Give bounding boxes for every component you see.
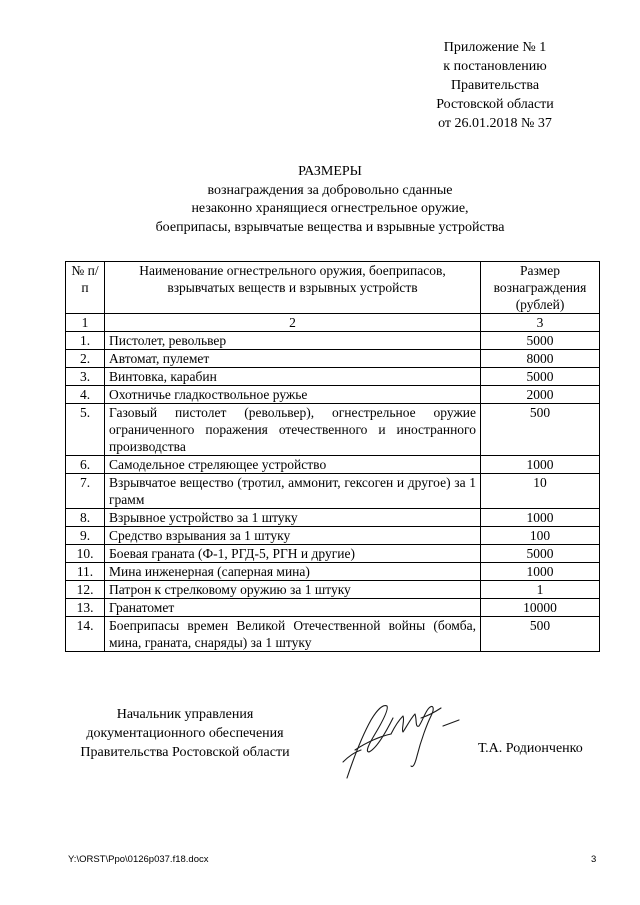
heading-line: боеприпасы, взрывчатые вещества и взрывные устройства [155,219,505,235]
table-row [66,386,600,404]
signer-line: документационного обеспечения [86,726,284,741]
row-number: 8. [66,509,105,527]
reward-amount: 8000 [481,350,600,368]
item-name: Газовый пистолет (револьвер), огнестрельное оружие ограниченного поражения отечественного и иностранного производства [105,404,481,456]
reward-amount: 5000 [481,545,600,563]
reward-amount: 1000 [481,456,600,474]
row-number: 9. [66,527,105,545]
row-number: 14. [66,617,105,652]
table-row [66,617,600,652]
column-number-row [66,314,600,332]
reward-amount: 5000 [481,368,600,386]
header-name: Наименование огнестрельного оружия, боеприпасов, взрывчатых веществ и взрывных устройств [105,262,481,314]
row-number: 10. [66,545,105,563]
file-path: Y:\ORST\Ppo\0126p037.f18.docx [68,854,209,865]
item-name: Мина инженерная (саперная мина) [105,563,481,581]
table-row [66,474,600,509]
handwritten-signature [325,690,465,785]
heading-line: незаконно хранящиеся огнестрельное оружие, [191,201,469,216]
reward-amount: 1000 [481,509,600,527]
reward-amount: 1 [481,581,600,599]
header-number: № п/п [66,262,105,314]
table-row [66,527,600,545]
document-heading [60,163,600,237]
column-number: 1 [66,314,105,332]
appendix-line: к постановлению [443,59,547,74]
row-number: 12. [66,581,105,599]
table-row [66,404,600,456]
item-name: Боевая граната (Ф-1, РГД-5, РГН и другие) [105,545,481,563]
row-number: 11. [66,563,105,581]
table-row [66,563,600,581]
reward-amount: 2000 [481,386,600,404]
appendix-line: от 26.01.2018 № 37 [438,116,552,131]
table-header-row [66,262,600,314]
page-number: 3 [591,854,597,865]
signer-name: Т.А. Родионченко [478,741,583,756]
heading-line: вознаграждения за добровольно сданные [207,182,453,198]
row-number: 5. [66,404,105,456]
appendix-line: Приложение № 1 [443,40,547,55]
row-number: 7. [66,474,105,509]
row-number: 3. [66,368,105,386]
column-number: 3 [481,314,600,332]
item-name: Средство взрывания за 1 штуку [105,527,481,545]
row-number: 13. [66,599,105,617]
reward-amount: 1000 [481,563,600,581]
row-number: 6. [66,456,105,474]
reward-table [65,261,600,652]
signer-line: Начальник управления [116,707,254,722]
document-title: РАЗМЕРЫ [298,164,362,179]
reward-amount: 100 [481,527,600,545]
item-name: Гранатомет [105,599,481,617]
table-body [66,332,600,652]
item-name: Пистолет, револьвер [105,332,481,350]
reward-amount: 10 [481,474,600,509]
signer-position [60,705,310,762]
item-name: Автомат, пулемет [105,350,481,368]
row-number: 1. [66,332,105,350]
table-row [66,332,600,350]
row-number: 2. [66,350,105,368]
reward-amount: 5000 [481,332,600,350]
item-name: Патрон к стрелковому оружию за 1 штуку [105,581,481,599]
item-name: Взрывное устройство за 1 штуку [105,509,481,527]
table-row [66,581,600,599]
row-number: 4. [66,386,105,404]
signer-line: Правительства Ростовской области [80,745,290,760]
table-row [66,599,600,617]
table-row [66,545,600,563]
table-row [66,456,600,474]
column-number: 2 [105,314,481,332]
appendix-line: Правительства [450,78,540,93]
appendix-block [420,38,570,133]
table-row [66,509,600,527]
reward-amount: 500 [481,617,600,652]
appendix-line: Ростовской области [436,97,554,112]
item-name: Боеприпасы времен Великой Отечественной войны (бомба, мина, граната, снаряды) за 1 штуку [105,617,481,652]
reward-amount: 500 [481,404,600,456]
reward-amount: 10000 [481,599,600,617]
item-name: Самодельное стреляющее устройство [105,456,481,474]
item-name: Винтовка, карабин [105,368,481,386]
table-row [66,350,600,368]
item-name: Взрывчатое вещество (тротил, аммонит, гексоген и другое) за 1 грамм [105,474,481,509]
table-row [66,368,600,386]
header-amount: Размер вознаграждения (рублей) [481,262,600,314]
item-name: Охотничье гладкоствольное ружье [105,386,481,404]
